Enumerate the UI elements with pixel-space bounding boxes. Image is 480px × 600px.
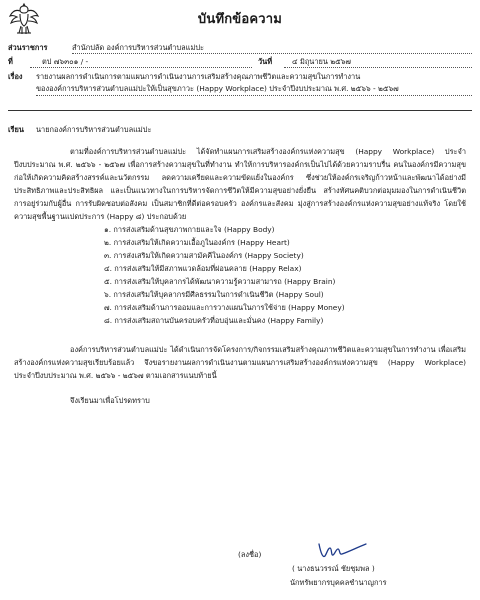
ref-label: ที่ [8,57,13,66]
list-item: ๗. การส่งเสริมด้านการออมและการวางแผนในการใช้จ่าย (Happy Money) [104,303,345,312]
signatory-position: นักทรัพยากรบุคคลชำนาญการ [290,578,387,587]
list-item: ๖. การส่งเสริมให้บุคลากรมีศีลธรรมในการดำเนินชีวิต (Happy Soul) [104,290,324,299]
agency-label: ส่วนราชการ [8,43,48,52]
list-item: ๑. การส่งเสริมด้านสุขภาพกายและใจ (Happy Body) [104,225,275,234]
subject-dotted-line [36,95,472,96]
list-item: ๔. การส่งเสริมให้มีสภาพแวดล้อมที่ผ่อนคลาย (Happy Relax) [104,264,302,273]
memo-body [14,145,466,407]
ref-value: ตป ๗๖๓๐๑ / - [42,57,89,66]
list-item: ๘. การส่งเสริมสถานบันครอบครัวที่อบอุ่นและมั่นคง (Happy Family) [104,316,324,325]
subject-line-2: ขององค์การบริหารส่วนตำบลแม่ปะให้เป็นสุขภาวะ (Happy Workplace) ประจำปีงบประมาณ พ.ศ. ๒๕๖๖ - ๒๕๖๗ [36,84,399,93]
subject-line-1: รายงานผลการดำเนินการตามแผนการดำเนินงานการเสริมสร้างคุณภาพชีวิตและความสุขในการทำงาน [36,72,361,81]
happy-eight-list [14,223,466,327]
document-title: บันทึกข้อความ [197,12,283,27]
closing-line: จึงเรียนมาเพื่อโปรดทราบ [70,396,150,405]
ref-dotted-line [30,67,252,68]
date-dotted-line [284,67,472,68]
header-divider [8,110,472,111]
signatory-name: ( นางธนวรรณ์ ชัยชุมพล ) [292,564,375,573]
salutation-value: นายกองค์การบริหารส่วนตำบลแม่ปะ [36,125,152,134]
list-item: ๒. การส่งเสริมให้เกิดความเอื้อภูในองค์กร (Happy Heart) [104,238,290,247]
paragraph-report: องค์การบริหารส่วนตำบลแม่ปะ ได้ดำเนินการจัดโครงการ/กิจกรรมเสริมสร้างคุณภาพชีวิตและความสุขในการทำงาน เพื่อเสริมสร้างองค์กรแห่งความสุขเรียบร้อยแล้ว จึงขอรายงานผลการดำเนินงานตามแผนการเสริมสร้างองค์กรแห่งความสุข (Happy Workplace) ประจำปีงบประมาณ พ.ศ. ๒๕๖๖ - ๒๕๖๗ ตามเอกสารแนบท้ายนี้ [14,345,466,380]
subject-label: เรื่อง [8,72,23,81]
agency-value: สำนักปลัด องค์การบริหารส่วนตำบลแม่ปะ [72,43,204,52]
date-label: วันที่ [258,57,273,66]
list-item: ๕. การส่งเสริมให้บุคลากรได้พัฒนาความรู้ความสามารถ (Happy Brain) [104,277,336,286]
salutation-label: เรียน [8,125,24,134]
list-item: ๓. การส่งเสริมให้เกิดความสามัคคีในองค์กร (Happy Society) [104,251,304,260]
date-value: ๔ มิถุนายน ๒๕๖๗ [292,57,351,66]
agency-dotted-line [72,53,472,54]
signed-label: (ลงชื่อ) [238,550,262,559]
handwritten-signature [316,538,370,562]
paragraph-intro: ตามที่องค์การบริหารส่วนตำบลแม่ปะ ได้จัดทำแผนการเสริมสร้างองค์กรแห่งความสุข (Happy Workplace) ประจำปีงบประมาณ พ.ศ. ๒๕๖๖ - ๒๕๖๗ เพื่อการสร้างความสุขในที่ทำงาน ทำให้การบริหารองค์กรเป็นไปได้ด้วยความราบรื่น คนในองค์กรมีความสุข ก่อให้เกิดความคิดสร้างสรรค์และนวัตกรรม ลดความเครียดและความขัดแย้งในองค์กร ซึ่งช่วยให้องค์กรเจริญก้าวหน้าและพัฒนาได้อย่างมีประสิทธิภาพและประสิทธิผล และเป็นแนวทางในการบริหารจัดการชีวิตให้มีความสุขอย่างยั่งยืน สร้างทัศนคติบวกต่อมุมมองในการดำเนินชีวิต การอยู่ร่วมกับผู้อื่น การรับผิดชอบต่อสังคม เป็นสมาชิกที่ดีต่อครอบครัว องค์กรและสังคม มุ่งสู่การสร้างองค์กรแห่งความสุขอย่างแท้จริง โดยใช้ความสุขพื้นฐานแปดประการ (Happy ๘) ประกอบด้วย [14,147,466,221]
